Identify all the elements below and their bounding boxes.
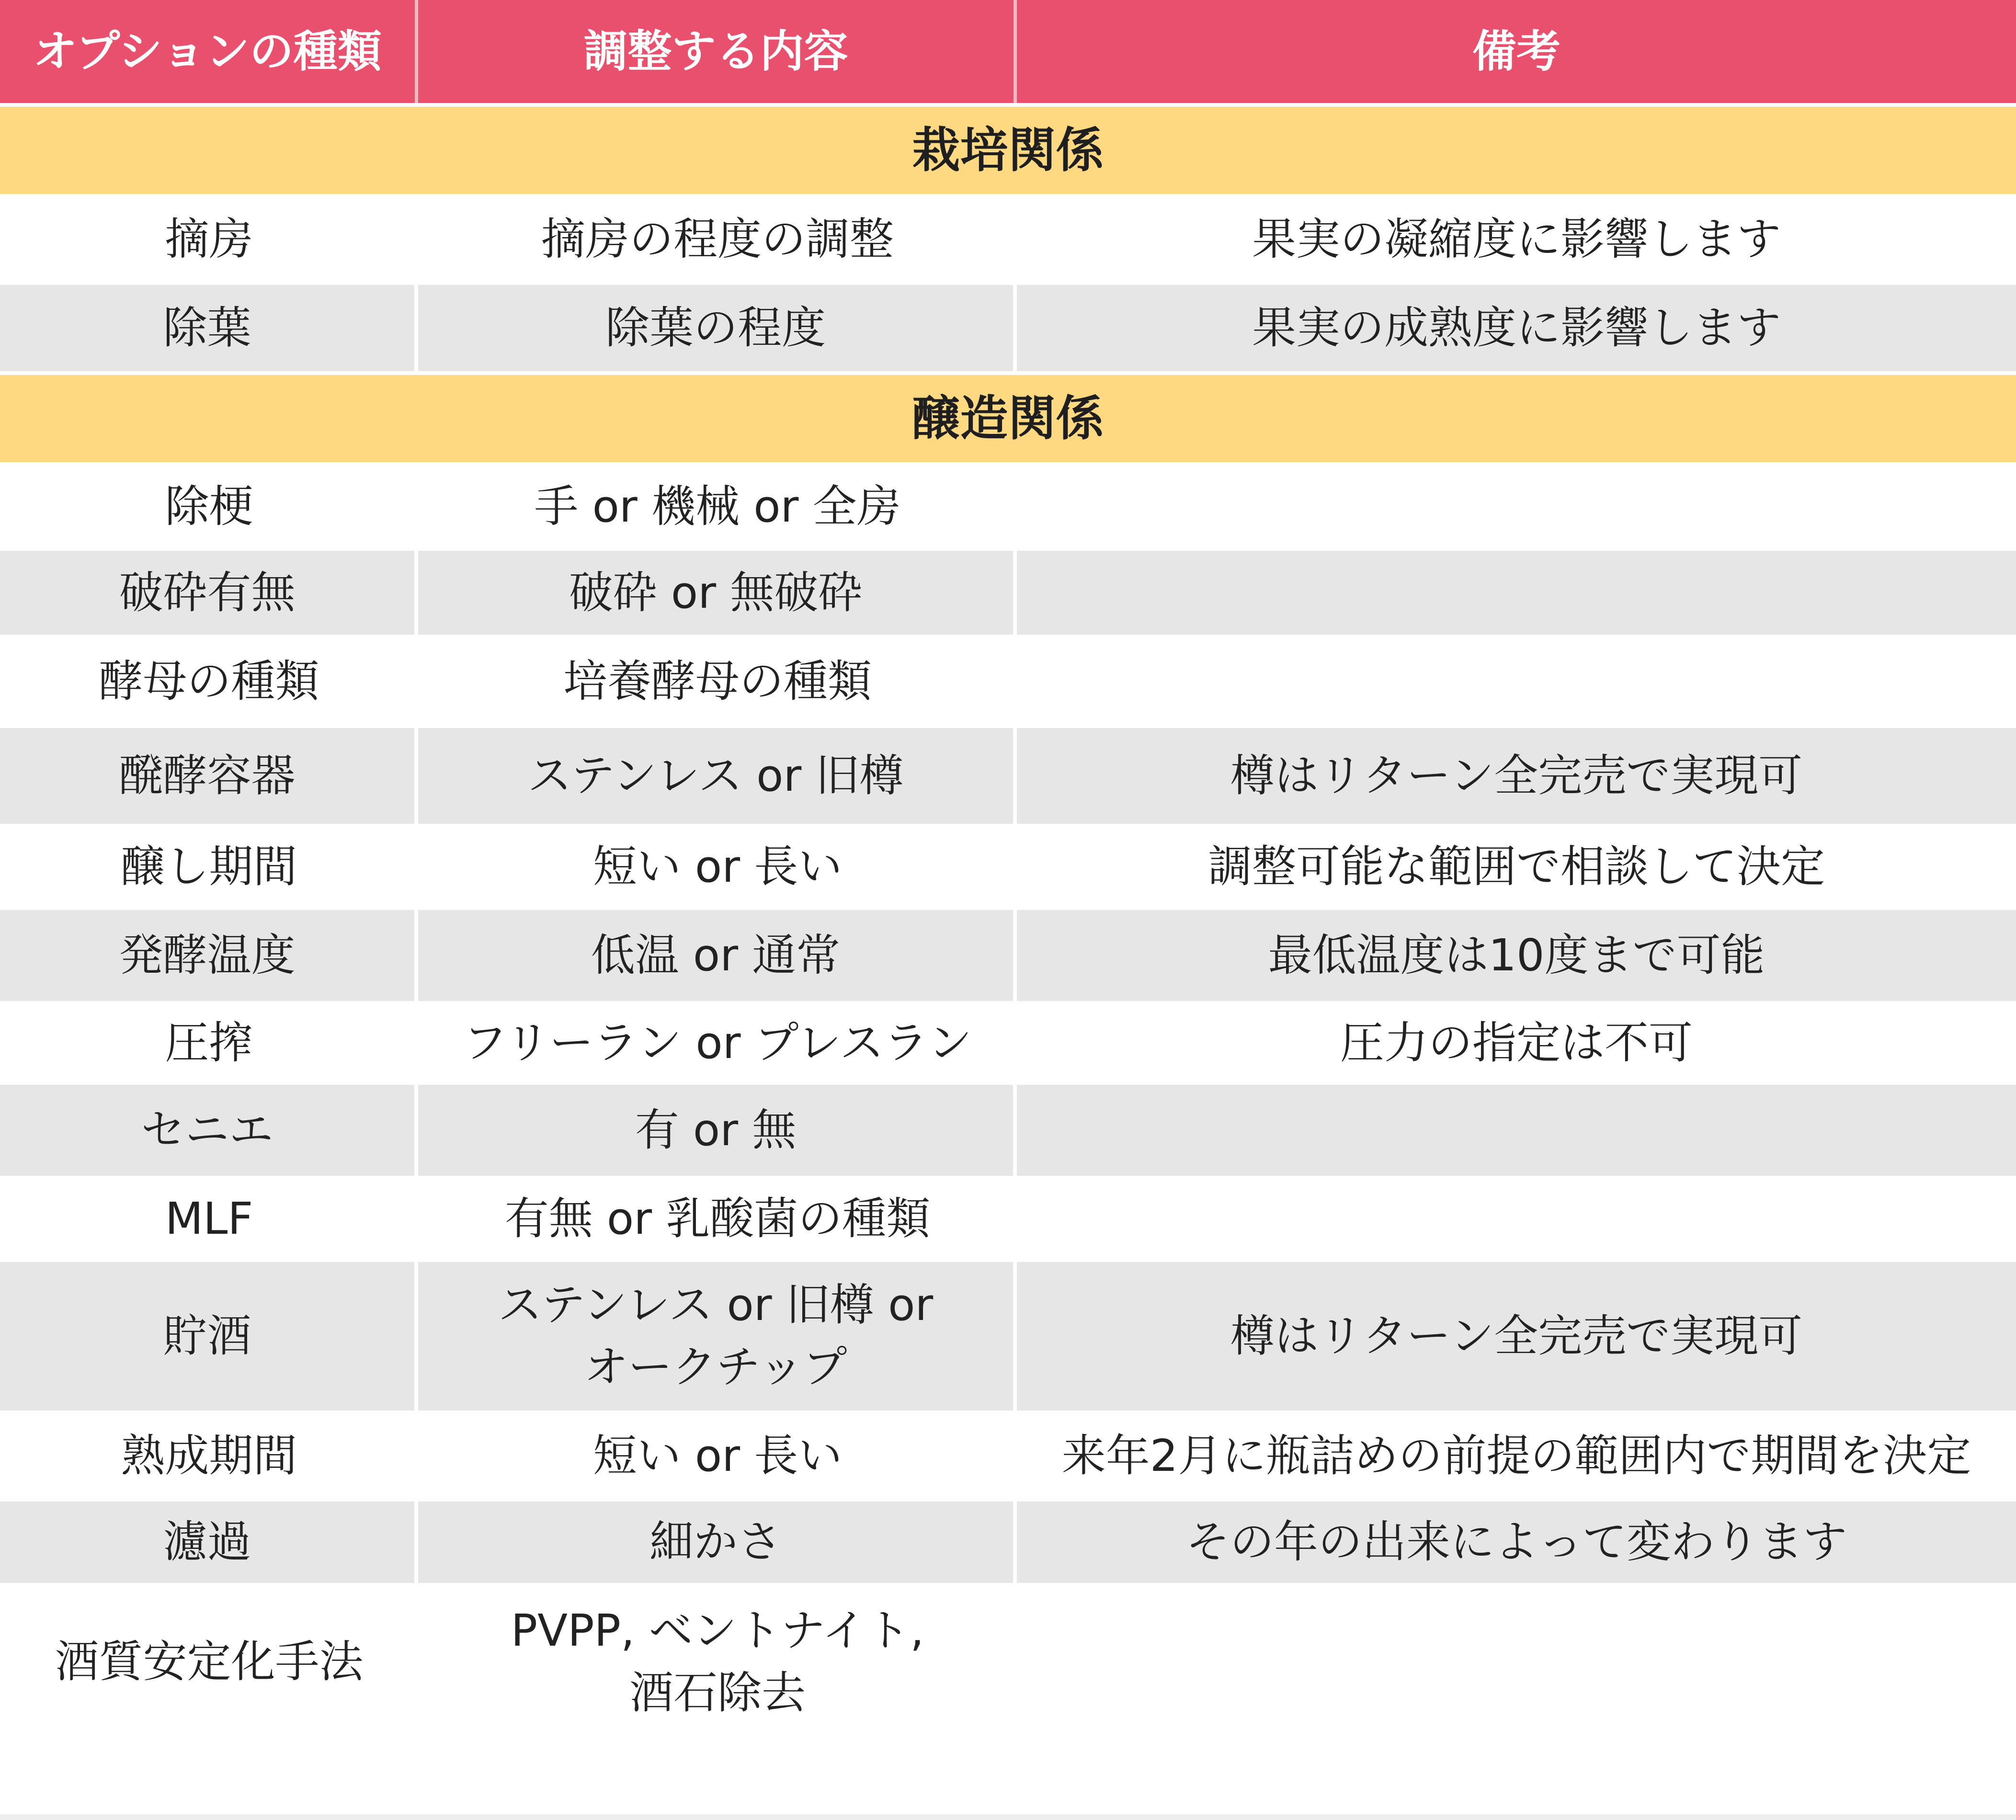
section-brewing xyxy=(0,371,2016,462)
section-title: 醸造関係 xyxy=(912,390,1104,446)
adjustment-content-line: 酒石除去 xyxy=(629,1667,806,1718)
option-type: 除葉 xyxy=(0,285,418,371)
note xyxy=(1017,462,2016,551)
table-row xyxy=(0,635,2016,728)
note: 最低温度は10度まで可能 xyxy=(1268,930,1765,981)
note: 果実の成熟度に影響します xyxy=(1252,302,1781,353)
note xyxy=(1017,1176,2016,1262)
table-row xyxy=(0,1176,2016,1262)
section-cultivation xyxy=(0,103,2016,194)
adjustment-content: フリーラン or プレスラン xyxy=(463,1017,972,1069)
adjustment-content: ステンレス or 旧樽 xyxy=(418,728,1017,824)
header-adjustment: 調整する内容 xyxy=(418,0,1017,103)
table-row xyxy=(0,910,2016,1001)
adjustment-content: 除葉の程度 xyxy=(418,285,1017,371)
adjustment-content: 有 or 無 xyxy=(418,1085,1017,1176)
header-option-type: オプションの種類 xyxy=(0,0,418,103)
bottom-divider xyxy=(0,1814,2016,1820)
option-type: 圧搾 xyxy=(165,1017,253,1069)
adjustment-content-line: オークチップ xyxy=(584,1342,847,1393)
note: 調整可能な範囲で相談して決定 xyxy=(1207,841,1825,892)
table-row xyxy=(0,824,2016,910)
note: 樽はリターン全完売で実現可 xyxy=(1230,1310,1803,1362)
option-type: 破砕有無 xyxy=(0,551,418,635)
option-type: 除梗 xyxy=(165,480,253,532)
table-row xyxy=(0,1410,2016,1502)
table-row xyxy=(0,285,2016,371)
note: 果実の凝縮度に影響します xyxy=(1252,214,1781,265)
option-type: MLF xyxy=(165,1193,253,1244)
adjustment-content-line: PVPP, ベントナイト, xyxy=(511,1605,924,1656)
table-row xyxy=(0,728,2016,824)
table-row xyxy=(0,1001,2016,1085)
note xyxy=(1017,551,2016,635)
option-type: 濾過 xyxy=(0,1502,418,1583)
option-type: 貯酒 xyxy=(0,1262,418,1410)
note: 圧力の指定は不可 xyxy=(1340,1017,1693,1069)
adjustment-content: 手 or 機械 or 全房 xyxy=(534,480,901,532)
adjustment-content: 低温 or 通常 xyxy=(418,910,1017,1001)
note: 来年2月に瓶詰めの前提の範囲内で期間を決定 xyxy=(1061,1430,1971,1481)
table-row xyxy=(0,1085,2016,1176)
note: その年の出来によって変わります xyxy=(1185,1516,1847,1568)
adjustment-content xyxy=(418,1262,1017,1410)
adjustment-content: 培養酵母の種類 xyxy=(563,655,872,707)
option-type: 摘房 xyxy=(165,214,253,265)
note xyxy=(1017,635,2016,728)
note: 樽はリターン全完売で実現可 xyxy=(1230,750,1803,801)
adjustment-content: 短い or 長い xyxy=(592,1430,843,1481)
note xyxy=(1017,1085,2016,1176)
option-type: 醗酵容器 xyxy=(0,728,418,824)
option-type: 酵母の種類 xyxy=(99,655,319,707)
adjustment-content: 破砕 or 無破砕 xyxy=(418,551,1017,635)
table-row xyxy=(0,1502,2016,1583)
option-type: セニエ xyxy=(0,1085,418,1176)
header-notes: 備考 xyxy=(1472,25,1560,77)
table-row xyxy=(0,1583,2016,1741)
table-row xyxy=(0,462,2016,551)
option-type: 醸し期間 xyxy=(121,841,297,892)
section-title: 栽培関係 xyxy=(912,122,1104,178)
note xyxy=(1017,1583,2016,1741)
option-type: 熟成期間 xyxy=(121,1430,297,1481)
adjustment-content: 有無 or 乳酸菌の種類 xyxy=(504,1193,931,1244)
table-row xyxy=(0,551,2016,635)
adjustment-content: 短い or 長い xyxy=(592,841,843,892)
table-row xyxy=(0,1262,2016,1410)
adjustment-content xyxy=(418,1583,1017,1741)
adjustment-content: 細かさ xyxy=(418,1502,1017,1583)
option-type: 酒質安定化手法 xyxy=(55,1636,364,1687)
adjustment-content-line: ステンレス or 旧樽 or xyxy=(498,1279,934,1331)
option-type: 発酵温度 xyxy=(0,910,418,1001)
table-header xyxy=(0,0,2016,103)
adjustment-content: 摘房の程度の調整 xyxy=(541,214,894,265)
table-row xyxy=(0,194,2016,285)
